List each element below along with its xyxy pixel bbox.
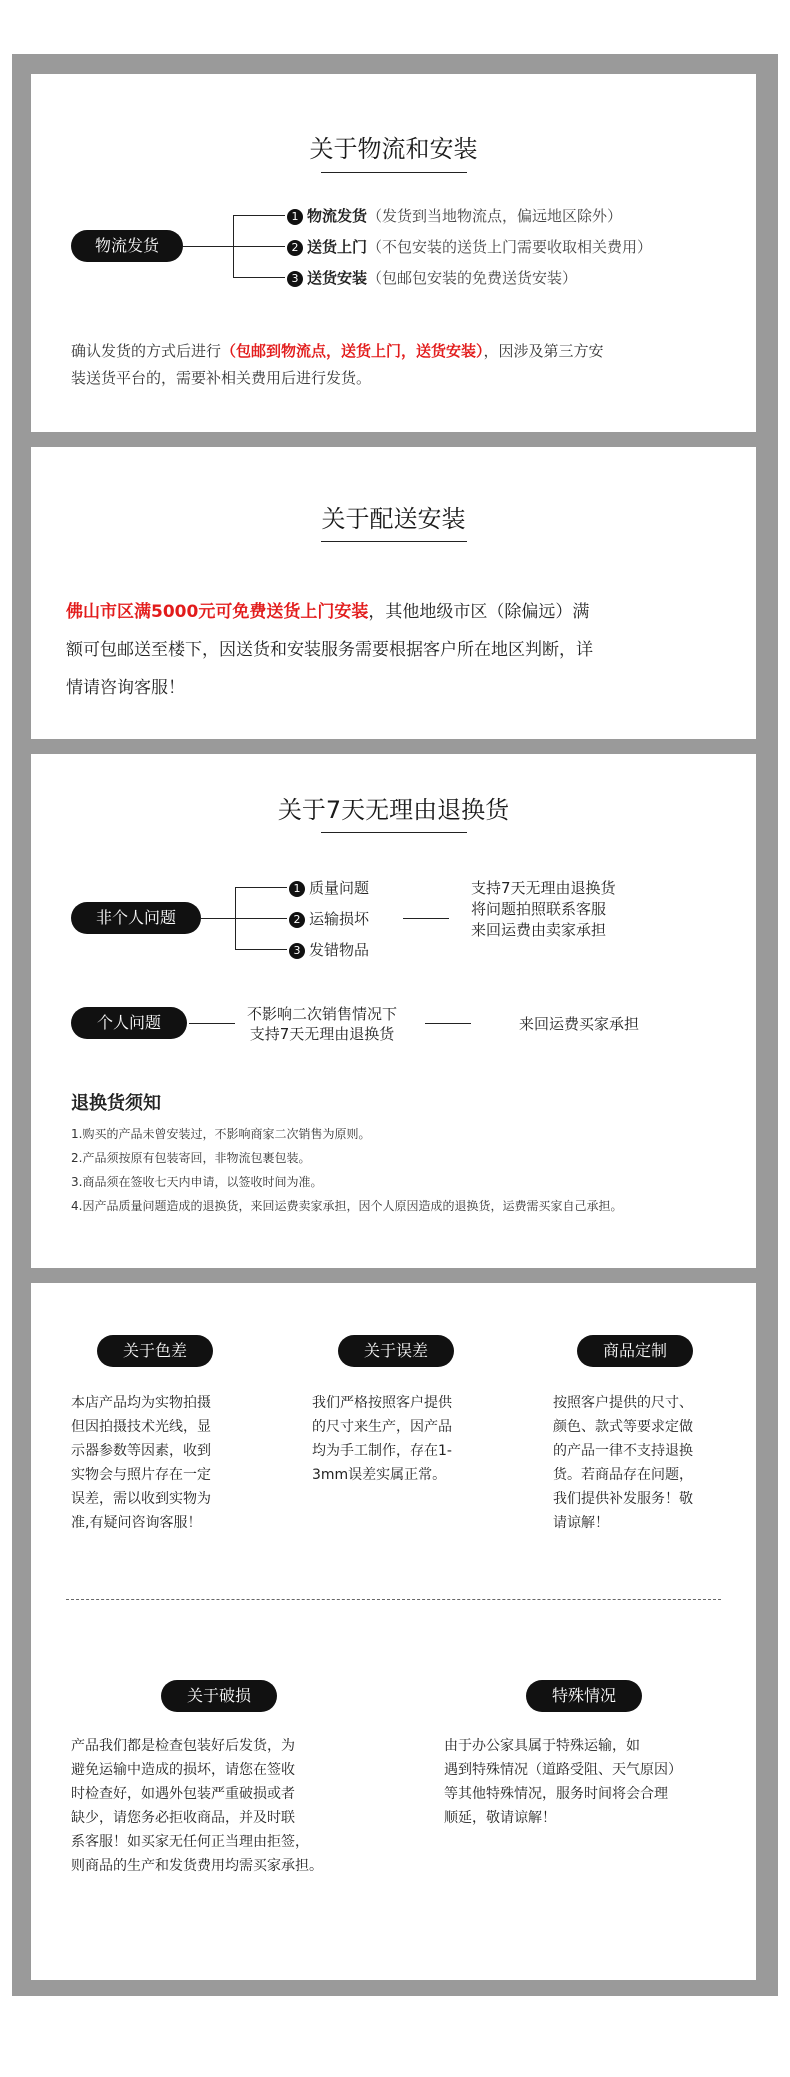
text-line: 本店产品均为实物拍摄: [71, 1395, 211, 1411]
option-note: （发货到当地物流点，偏远地区除外）: [367, 207, 623, 225]
delivery-line1: [66, 597, 589, 622]
text-line: 颜色、款式等要求定做: [553, 1419, 693, 1435]
connector-line: [235, 887, 287, 888]
text-line: 我们严格按照客户提供: [312, 1395, 452, 1411]
text-line: 系客服！如买家无任何正当理由拒签，: [71, 1834, 309, 1850]
text-line: 时检查好，如遇外包装严重破损或者: [71, 1786, 295, 1802]
delivery-card: [31, 447, 756, 739]
logistics-card: [31, 74, 756, 432]
notice-item: 1.购买的产品未曾安装过，不影响商家二次销售为原则。: [71, 1127, 371, 1141]
special-case-tag: 特殊情况: [526, 1680, 642, 1712]
text-line: 由于办公家具属于特殊运输，如: [444, 1738, 640, 1754]
title-underline: [321, 541, 467, 542]
result-line: 来回运费由卖家承担: [471, 921, 607, 939]
option-label: 送货安装: [307, 269, 368, 287]
non-personal-item: [289, 939, 369, 960]
text-line: 货。若商品存在问题，: [553, 1467, 693, 1483]
text-line: 我们提供补发服务！敬: [553, 1491, 693, 1507]
delivery-line2: 额可包邮送至楼下，因送货和安装服务需要根据客户所在地区判断，详: [66, 640, 593, 660]
delivery-highlight: 佛山市区满5000元可免费送货上门安装: [66, 602, 369, 622]
option-label: 送货上门: [307, 238, 368, 256]
non-personal-item: [289, 877, 369, 898]
connector-line: [201, 918, 235, 919]
text-line: 遇到特殊情况（道路受阻、天气原因）: [444, 1762, 682, 1778]
connector-line: [425, 1023, 471, 1024]
non-personal-result: [471, 878, 616, 941]
connector-line: [235, 949, 287, 950]
connector-line: [233, 246, 285, 247]
notice-item: 4.因产品质量问题造成的退换货，来回运费卖家承担，因个人原因造成的退换货，运费需买家自己承担。: [71, 1199, 623, 1213]
personal-result: 来回运费买家承担: [519, 1015, 640, 1033]
connector-line: [183, 246, 233, 247]
notice-list: [71, 1122, 622, 1218]
title-underline: [321, 832, 467, 833]
misc-card: [31, 1283, 756, 1980]
size-error-text: [312, 1391, 452, 1487]
dashed-divider: [66, 1599, 721, 1600]
text-line: 准,有疑问咨询客服！: [71, 1515, 202, 1531]
logistics-tag: 物流发货: [71, 230, 183, 262]
text-line: 均为手工制作，存在1-: [312, 1443, 452, 1459]
text-line: 等其他特殊情况，服务时间将会合理: [444, 1786, 668, 1802]
number-badge-icon: 1: [287, 209, 303, 225]
customization-tag: 商品定制: [577, 1335, 693, 1367]
returns-title: 关于7天无理由退换货: [277, 796, 510, 824]
delivery-title: 关于配送安装: [321, 505, 466, 533]
number-badge-icon: 2: [287, 240, 303, 256]
text-line: 顺延，敬请谅解！: [444, 1810, 556, 1826]
notice-title: 退换货须知: [71, 1093, 161, 1114]
special-case-text: [444, 1734, 682, 1830]
notice-item: 3.商品须在签收七天内申请，以签收时间为准。: [71, 1175, 323, 1189]
customization-text: [553, 1391, 693, 1535]
damage-tag: 关于破损: [161, 1680, 277, 1712]
connector-line: [233, 215, 285, 216]
number-badge-icon: 3: [287, 271, 303, 287]
connector-line: [403, 918, 449, 919]
title-underline: [321, 172, 467, 173]
text-line: 缺少，请您务必拒收商品，并及时联: [71, 1810, 295, 1826]
text-line: 的尺寸来生产，因产品: [312, 1419, 452, 1435]
para-highlight: （包邮到物流点，送货上门，送货安装）: [221, 342, 484, 360]
logistics-paragraph-line2: 装送货平台的，需要补相关费用后进行发货。: [71, 369, 372, 387]
text-line: 按照客户提供的尺寸、: [553, 1395, 693, 1411]
personal-condition: [247, 1004, 397, 1044]
non-personal-tag: 非个人问题: [71, 902, 201, 934]
logistics-title: 关于物流和安装: [309, 135, 478, 163]
color-difference-text: [71, 1391, 211, 1535]
option-note: （不包安装的送货上门需要收取相关费用）: [367, 238, 653, 256]
condition-line: 支持7天无理由退换货: [249, 1025, 395, 1043]
text-line: 误差，需以收到实物为: [71, 1491, 211, 1507]
color-difference-tag: 关于色差: [97, 1335, 213, 1367]
notice-item: 2.产品须按原有包装寄回，非物流包裹包装。: [71, 1151, 311, 1165]
item-label: 质量问题: [309, 879, 370, 897]
result-line: 将问题拍照联系客服: [471, 900, 607, 918]
text-line: 避免运输中造成的损坏，请您在签收: [71, 1762, 295, 1778]
logistics-option: [287, 205, 622, 226]
delivery-line3: 情请咨询客服！: [66, 678, 185, 698]
logistics-option: [287, 236, 652, 257]
text-line: 示器参数等因素，收到: [71, 1443, 211, 1459]
non-personal-item: [289, 908, 369, 929]
number-badge-icon: 3: [289, 943, 305, 959]
para-text: 确认发货的方式后进行: [71, 342, 222, 360]
connector-line: [189, 1023, 235, 1024]
logistics-option: [287, 267, 577, 288]
text-line: 实物会与照片存在一定: [71, 1467, 211, 1483]
personal-tag: 个人问题: [71, 1007, 187, 1039]
size-error-tag: 关于误差: [338, 1335, 454, 1367]
item-label: 运输损坏: [309, 910, 370, 928]
result-line: 支持7天无理由退换货: [471, 879, 616, 897]
number-badge-icon: 1: [289, 881, 305, 897]
logistics-paragraph-line1: [71, 340, 604, 361]
text-line: 3mm误差实属正常。: [312, 1467, 447, 1483]
option-note: （包邮包安装的免费送货安装）: [367, 269, 578, 287]
text-line: 产品我们都是检查包装好后发货，为: [71, 1738, 295, 1754]
damage-text: [71, 1734, 323, 1878]
text-line: 的产品一律不支持退换: [553, 1443, 693, 1459]
text-line: 则商品的生产和发货费用均需买家承担。: [71, 1858, 323, 1874]
returns-card: [31, 754, 756, 1268]
text-line: 但因拍摄技术光线，显: [71, 1419, 211, 1435]
delivery-text: ，其他地级市区（除偏远）满: [368, 602, 590, 622]
number-badge-icon: 2: [289, 912, 305, 928]
para-text: ，因涉及第三方安: [483, 342, 604, 360]
connector-line: [235, 918, 287, 919]
condition-line: 不影响二次销售情况下: [247, 1005, 398, 1023]
text-line: 请谅解！: [553, 1515, 609, 1531]
option-label: 物流发货: [307, 207, 368, 225]
connector-line: [233, 277, 285, 278]
item-label: 发错物品: [309, 941, 370, 959]
